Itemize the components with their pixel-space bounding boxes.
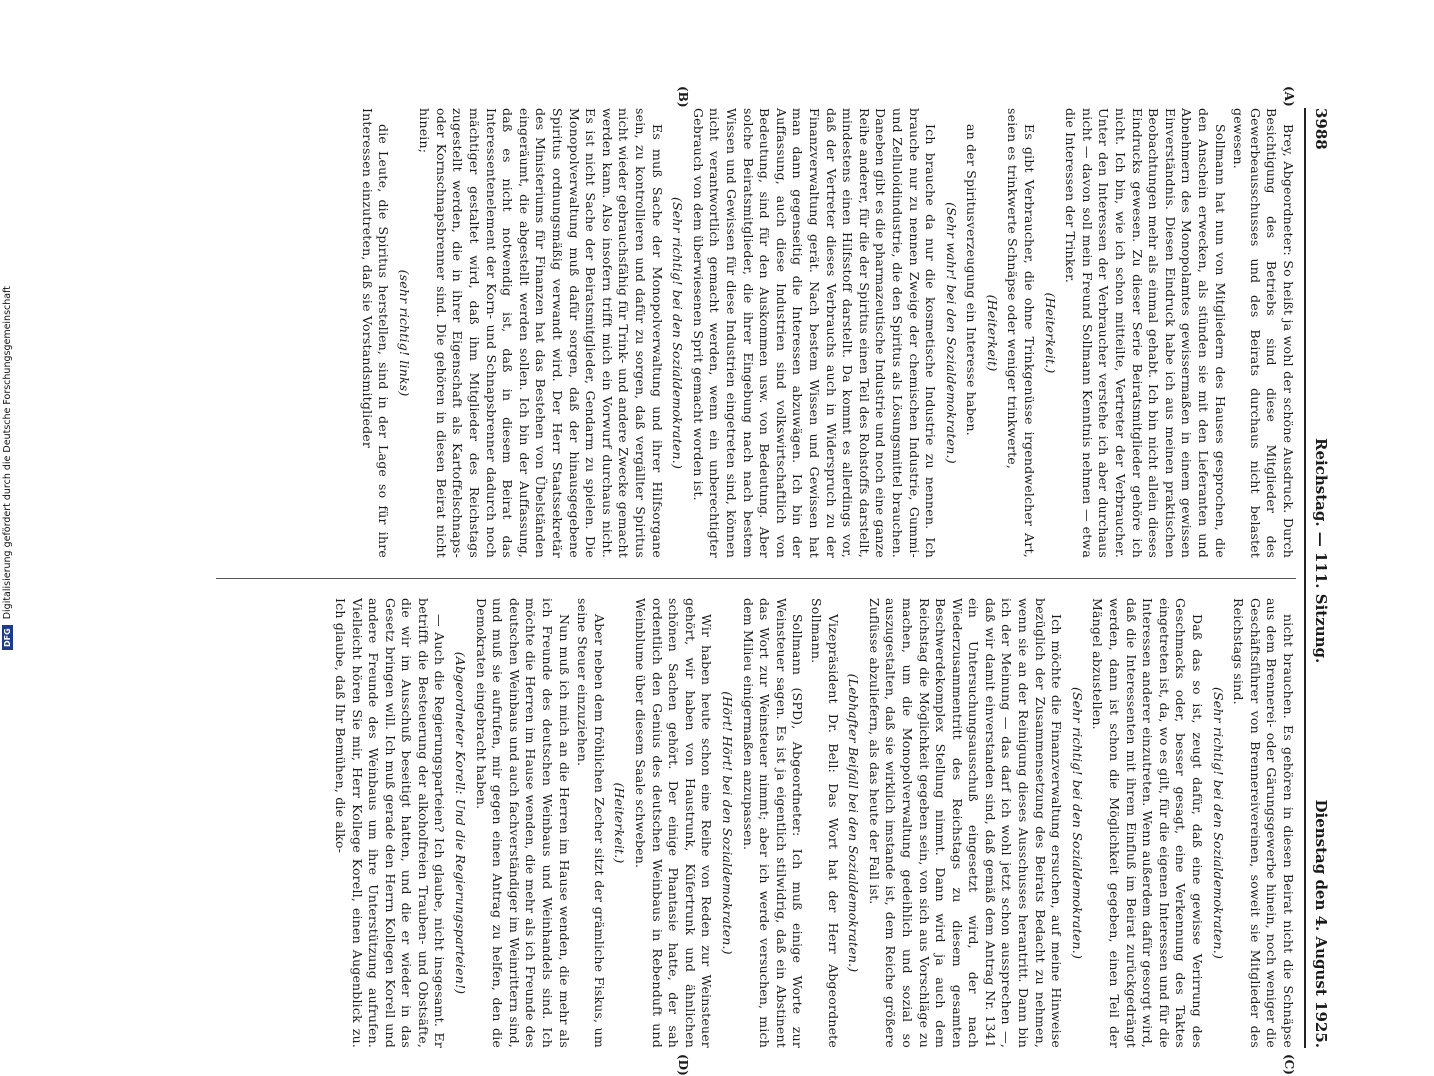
margin-marker-b: (B) <box>676 86 690 108</box>
dfg-logo: DFG <box>2 625 13 650</box>
rotated-page <box>30 86 1330 1076</box>
margin-marker-c: (C) <box>1282 1054 1296 1075</box>
paragraph: Daß das so ist, zeugt dafür, daß eine gewisse Verirrung des Geschmacks oder, besser gesagt, eine Verkennung des Taktes eingetreten ist, da, wo es gilt, für die eigenen Interessen und für die Interessen anderer einzutreten. Wenn außerdem dafür gesorgt wird, daß die Interessenten mit ihrem Einfluß im Beirat zurückgedrängt werden, dann ist schon die Möglichkeit gegeben, einen Teil der Mängel abzustellen. <box>1090 598 1206 1048</box>
paragraph: Sollmann (SPD), Abgeordneter: Ich muß einige Worte zur Weinsteuer sagen. Es ist ja eigentlich stilwidrig, daß ein Abstinent das Wort zur Weinsteuer nimmt; aber ich werde versuchen, mich dem Milieu einigermaßen anzupassen. <box>740 598 806 1048</box>
paragraph: Ich brauche da nur die kosmetische Industrie zu nennen. Ich brauche nur zu nennen Zweige der chemischen Industrie, Gummi- und Zelluloidindustrie, die den Spiritus als Lösungsmittel brauchen. Daneben gibt es die pharmazeutische Industrie und noch eine ganze Reihe anderer, für die der Spiritus einen Teil des Rohstoffs darstellt, mindestens einen Hilfsstoff darstellt. Da kommt es allerdings vor, daß der Vertreter dieses Verbrauchs auch in Widerspruch zu der Finanzverwaltung gerät. Nach bestem Wissen und Gewissen hat man dann gegenseitig die Interessen abzuwägen. Ich bin der Auffassung, auch diese Industrien sind volkswirtschaftlich von Bedeutung, sind für den Auskommen usw. von Bedeutung. Aber solche Beiratsmitglieder, die ihrer Eingebung nach nach bestem Wissen und Gewissen für diese Industrien eingetreten sind, können nicht verantwortlich gemacht werden, wenn ein unberechtigter Gebrauch von dem überwiesenen Sprit gemacht worden ist. <box>690 108 939 558</box>
paragraph: (sehr richtig! links) <box>396 269 412 397</box>
paragraph: Es muß Sache der Monopolverwaltung und ihrer Hilfsorgane sein, zu kontrollieren und dafür zu sorgen, daß vergällter Spiritus nicht wieder gebrauchsfähig für Trink- und andere Zwecke gemacht werden kann. Also insofern trifft mich ein Vorwurf durchaus nicht. Es ist nicht Sache der Beiratsmitglieder, Gendarm zu spielen. Die Monopolverwaltung muß dafür sorgen, daß der hinausgegebene Spiritus ordnungsmäßig verwandt wird. Der Herr Staatssekretär des Ministeriums für Finanzen hat das Bestehen von Übelständen eingeräumt, die abgestellt werden sollen. Ich bin der Auffassung, daß es nicht notwendig ist, daß in diesem Beirat das Interessentenelement der Korn- und Schnapsbrenner dadurch noch mächtiger gestaltet wird, daß ihm Mitglieder des Reichstags zugestellt werden, die in ihrer Eigenschaft als Kartoffelschnaps- oder Kornschnapsbrenner sind. Die gehören in diesen Beirat nicht hinein; <box>417 108 665 558</box>
paragraph: (Sehr richtig! bei den Sozialdemokraten.) <box>1069 686 1085 960</box>
paragraph: (Sehr richtig! bei den Sozialdemokraten.) <box>1210 686 1226 960</box>
paragraph: (Sehr wahr! bei den Sozialdemokraten.) <box>943 202 959 464</box>
session-date: Dienstag den 4. August 1925. <box>1312 799 1330 1048</box>
running-header <box>1308 108 1330 1048</box>
session-title: Reichstag. — 111. Sitzung. <box>1312 438 1330 664</box>
footer-text: Digitalisierung gefördert durch die Deutsche Forschungsgemeinschaft <box>2 285 13 620</box>
paragraph: nicht brauchen. Es gehören in diesen Beirat nicht die Schnäpse aus dem Brennerei- oder Gärungsgewerbe hinein, noch weniger die Geschäftsführer von Brennereivereinen, soweit sie Mitglieder des Reichstags sind. <box>1231 598 1296 1048</box>
paragraph: (Heiterkeit.) <box>1042 292 1058 374</box>
paragraph: Aber neben dem fröhlichen Zecher sitzt der grämliche Fiskus, um seine Steuer einzuziehen. <box>575 598 607 1048</box>
paragraph: — Auch die Regierungsparteien? Ich glaube, nicht insgesamt. Er betrifft die Besteuerung der alkoholfreien Trauben- und Obstsäfte, die wir im Ausschuß beseitigt hatten, und die er wieder in das Gesetz bringen will. Ich muß gerade den Herrn Kollegen Korell und andere Freunde des Weinbaus um ihre Unterstützung aufrufen. Vielleicht hören Sie mir, Herr Kollege Korell, einen Augenblick zu. Ich glaube, daß Ihr Bemühen, die alko- <box>332 598 448 1048</box>
paragraph: Nun muß ich mich an die Herren im Hause wenden, die mehr als ich Freunde des deutschen Weinbaus und Weinhandels sind. Ich möchte die Herren im Hause wenden, die mehr als ich Freunde des deutschen Weinbaus und auch fachverständiger im Weinrittern sind, und muß sie aufrufen, mir gegen einen Antrag zu helfen, den die Demokraten eingebracht haben. <box>473 598 572 1048</box>
digitization-footer <box>2 286 13 650</box>
page-number: 3988 <box>1312 108 1330 150</box>
paragraph: (Abgeordneter Korell: Und die Regierungsparteien!) <box>453 651 469 995</box>
column-divider <box>216 578 1296 579</box>
paragraph: Sollmann hat nun von Mitgliedern des Hauses gesprochen, die den Anschein erwecken, als stünden sie mit den Lieferanten und Abnehmern des Monopolamtes gewissermaßen in einem gewissen Einverständnis. Diesen Eindruck habe ich aus meinen praktischen Beobachtungen mehr als einmal gehabt. Ich bin nicht allein dieses Eindrucks gewesen. Zu dieser Serie Beiratsmitglieder gehöre ich nicht. Ich bin, wie ich schon mitteilte, Vertreter der Verbraucher. Unter den Interessen der Verbraucher verstehe ich aber durchaus nicht — davon soll mein Freund Sollmann Kenntnis nehmen — etwa die Interessen der Trinker. <box>1063 108 1228 558</box>
paragraph: (Heiterkeit) <box>984 294 1000 372</box>
margin-marker-a: (A) <box>1282 86 1296 107</box>
paragraph: die Leute, die Spiritus herstellen, sind in der Lage so für ihre Interessen einzutreten, daß sie Vorstandsmitglieder <box>359 108 392 558</box>
paragraph: Vizepräsident Dr. Bell: Das Wort hat der Herr Abgeordnete Sollmann. <box>808 598 841 1048</box>
paragraph: (Sehr richtig! bei den Sozialdemokraten.) <box>670 196 686 470</box>
paragraph: (Lebhafter Beifall bei den Sozialdemokraten.) <box>846 673 862 973</box>
left-text-column <box>356 108 1296 558</box>
paragraph: (Heiterkeit.) <box>612 782 628 864</box>
paragraph: Es gibt Verbraucher, die ohne Trinkgenüsse irgendwelcher Art, seien es trinkwerte Schnäpse oder weniger trinkwerte, <box>1005 108 1038 558</box>
right-text-column <box>329 598 1296 1048</box>
paragraph: an der Spiritusverzeugung ein Interesse haben. <box>964 124 980 436</box>
paragraph: (Hört! Hört! bei den Sozialdemokraten.) <box>720 691 735 955</box>
header-rule <box>1304 108 1306 1048</box>
paragraph: Ich möchte die Finanzverwaltung ersuchen, auf meine Hinweise bezüglich der Zusammensetzung des Beirats Bedacht zu nehmen, wenn sie an der Reinigung dieses Ausschusses herantritt. Dann bin ich der Meinung — das darf ich wohl jetzt schon aussprechen —, daß wir damit einverstanden sind, daß gemäß dem Antrag Nr. 1341 ein Untersuchungsausschuß eingesetzt wird, der nach Wiederzusammentritt des Reichstags zu diesem gesamten Beschwerdekomplex Stellung nimmt. Dann wird ja auch dem Reichstag die Möglichkeit gegeben sein, von sich aus Vorschläge zu machen, um die Monopolverwaltung gedeihlich und sozial so auszugestalten, daß sie wirklich imstande ist, dem Reiche größere Zuflüsse abzuliefern, als das heute der Fall ist. <box>866 598 1065 1048</box>
paragraph: Wir haben heute schon eine Reihe von Reden zur Weinsteuer gehört, wir haben von Haustrunk, Küfertrunk und ähnlichen schönen Sachen gehört. Der einige Phantasie hatte, der sah ordentlich den Genius des deutschen Weinbaus in Rebenduft und Weinblume über diesem Saale schweben. <box>633 598 715 1048</box>
margin-marker-d: (D) <box>676 1054 690 1076</box>
paragraph: Brey, Abgeordneter: So heißt ja wohl der schöne Ausdruck. Durch Besichtigung des Betriebs sind diese Mitglieder des Gewerbeausschusses und des Beirats durchaus nicht belastet gewesen. <box>1231 108 1296 558</box>
